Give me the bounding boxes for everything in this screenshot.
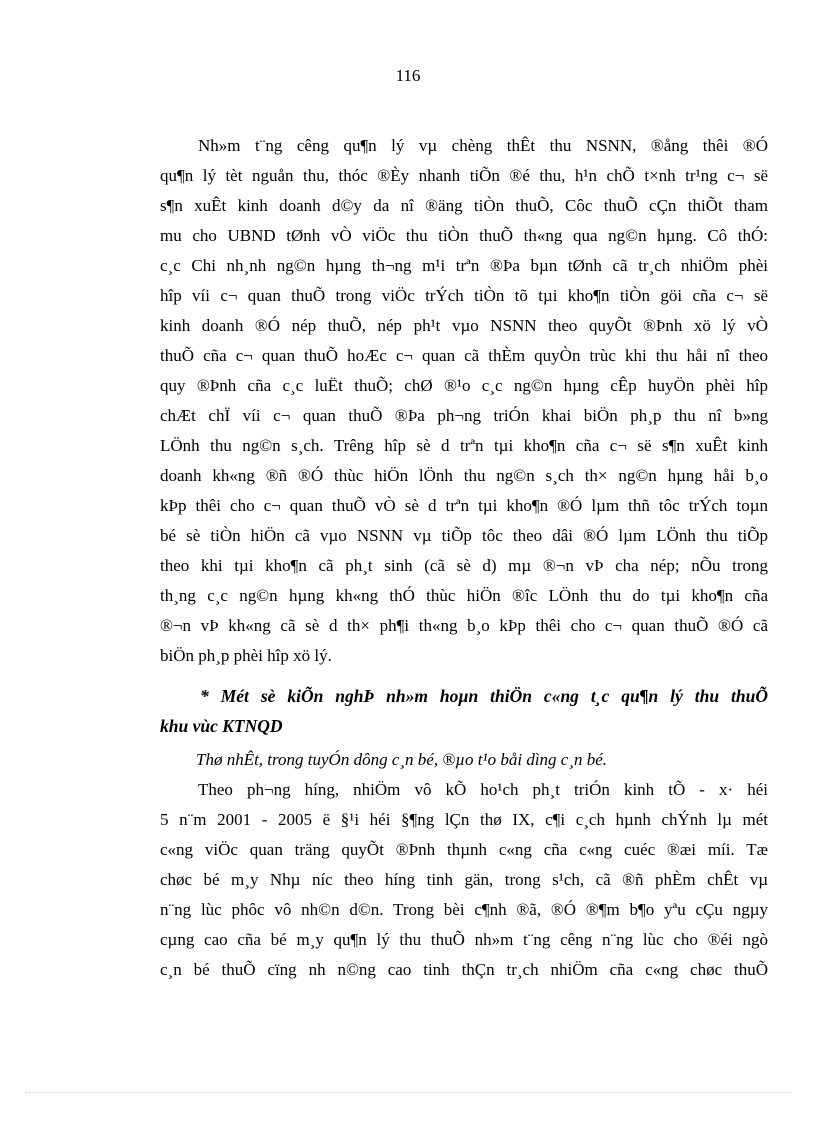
text-line: quy ®Þnh cña c¸c luËt thuÕ; chØ ®¹o c¸c ng©n hµng cÊp huyÖn phèi hîp	[160, 376, 768, 395]
text-line: chÆt chÏ víi c¬ quan thuÕ ®Þa ph¬ng triÓn khai biÖn ph¸p thu nî b»ng	[160, 406, 768, 425]
text-line: LÖnh thu ng©n s¸ch. Trêng hîp sè d trªn tµi kho¶n cña c¬ së s¶n xuÊt kinh	[160, 436, 768, 455]
footer-divider	[25, 1092, 791, 1093]
text-line: 5 n¨m 2001 - 2005 ë §¹i héi §¶ng lÇn thø IX, c¶i c¸ch hµnh chÝnh lµ mét	[160, 810, 768, 829]
text-line: chøc bé m¸y Nhµ níc theo híng tinh gän, trong s¹ch, cã ®ñ phÈm chÊt vµ	[160, 870, 768, 889]
text-line: c¸c Chi nh¸nh ng©n hµng th¬ng m¹i trªn ®Þa bµn tØnh cã tr¸ch nhiÖm phèi	[160, 256, 768, 275]
text-line: Nh»m t¨ng cêng qu¶n lý vµ chèng thÊt thu NSNN, ®ång thêi ®Ó	[198, 136, 768, 155]
text-line: th¸ng c¸c ng©n hµng kh«ng thÓ thùc hiÖn ®îc LÖnh thu do tµi kho¶n cña	[160, 586, 768, 605]
page-number: 116	[395, 66, 421, 85]
text-line: n¨ng lùc phôc vô nh©n d©n. Trong bèi c¶nh ®ã, ®Ó ®¶m b¶o yªu cÇu ngµy	[160, 900, 768, 919]
text-line: doanh kh«ng ®ñ ®Ó thùc hiÖn lÖnh thu ng©n s¸ch th× ng©n hµng håi b¸o	[160, 466, 768, 485]
text-line: cµng cao cña bé m¸y qu¶n lý thu thuÕ nh»m t¨ng cêng n¨ng lùc cho ®éi ngò	[160, 930, 768, 949]
text-line: thuÕ cña c¬ quan thuÕ hoÆc c¬ quan cã thÈm quyÒn trùc khi thu håi nî theo	[160, 346, 768, 365]
heading-line: khu vùc KTNQD	[160, 716, 283, 736]
text-line: biÖn ph¸p phèi hîp xö lý.	[160, 646, 332, 665]
text-line: bé sè tiÒn hiÖn cã vµo NSNN vµ tiÕp tôc theo dâi ®Ó lµm LÖnh thu tiÕp	[160, 526, 768, 545]
subheading: Thø nhÊt, trong tuyÓn dông c¸n bé, ®µo t¹o båi dìng c¸n bé.	[196, 750, 608, 769]
paragraph-2	[160, 775, 768, 985]
document-body	[160, 131, 768, 985]
section-heading	[160, 681, 768, 741]
text-line: kÞp thêi cho c¬ quan thuÕ vÒ sè d trªn tµi kho¶n ®Ó lµm thñ tôc trÝch toµn	[160, 496, 768, 515]
paragraph-1	[160, 131, 768, 671]
text-line: Theo ph¬ng híng, nhiÖm vô kÕ ho¹ch ph¸t triÓn kinh tÕ - x· héi	[198, 780, 768, 799]
text-line: mu cho UBND tØnh vÒ viÖc thu tiÒn thuÕ th«ng qua ng©n hµng. Cô thÓ:	[160, 226, 768, 245]
text-line: c«ng viÖc quan träng quyÕt ®Þnh thµnh c«ng cña c«ng cuéc ®æi míi. Tæ	[160, 840, 768, 859]
text-line: s¶n xuÊt kinh doanh d©y da nî ®äng tiÒn thuÕ, Côc thuÕ cÇn thiÕt tham	[160, 196, 768, 215]
heading-line: * Mét sè kiÕn nghÞ nh»m hoµn thiÖn c«ng t¸c qu¶n lý thu thuÕ	[200, 686, 768, 706]
text-line: c¸n bé thuÕ cïng nh n©ng cao tinh thÇn tr¸ch nhiÖm cña c«ng chøc thuÕ	[160, 960, 768, 979]
text-line: theo khi tµi kho¶n cã ph¸t sinh (cã sè d) mµ ®¬n vÞ cha nép; nÕu trong	[160, 556, 768, 575]
text-line: qu¶n lý tèt nguån thu, thóc ®Èy nhanh tiÕn ®é thu, h¹n chÕ t×nh tr¹ng c¬ së	[160, 166, 768, 185]
text-line: ®¬n vÞ kh«ng cã sè d th× ph¶i th«ng b¸o kÞp thêi cho c¬ quan thuÕ ®Ó cã	[160, 616, 768, 635]
text-line: kinh doanh ®Ó nép thuÕ, nép ph¹t vµo NSNN theo quyÕt ®Þnh xö lý vÒ	[160, 316, 768, 335]
text-line: hîp víi c¬ quan thuÕ trong viÖc trÝch tiÒn tõ tµi kho¶n tiÒn göi cña c¬ së	[160, 286, 768, 305]
